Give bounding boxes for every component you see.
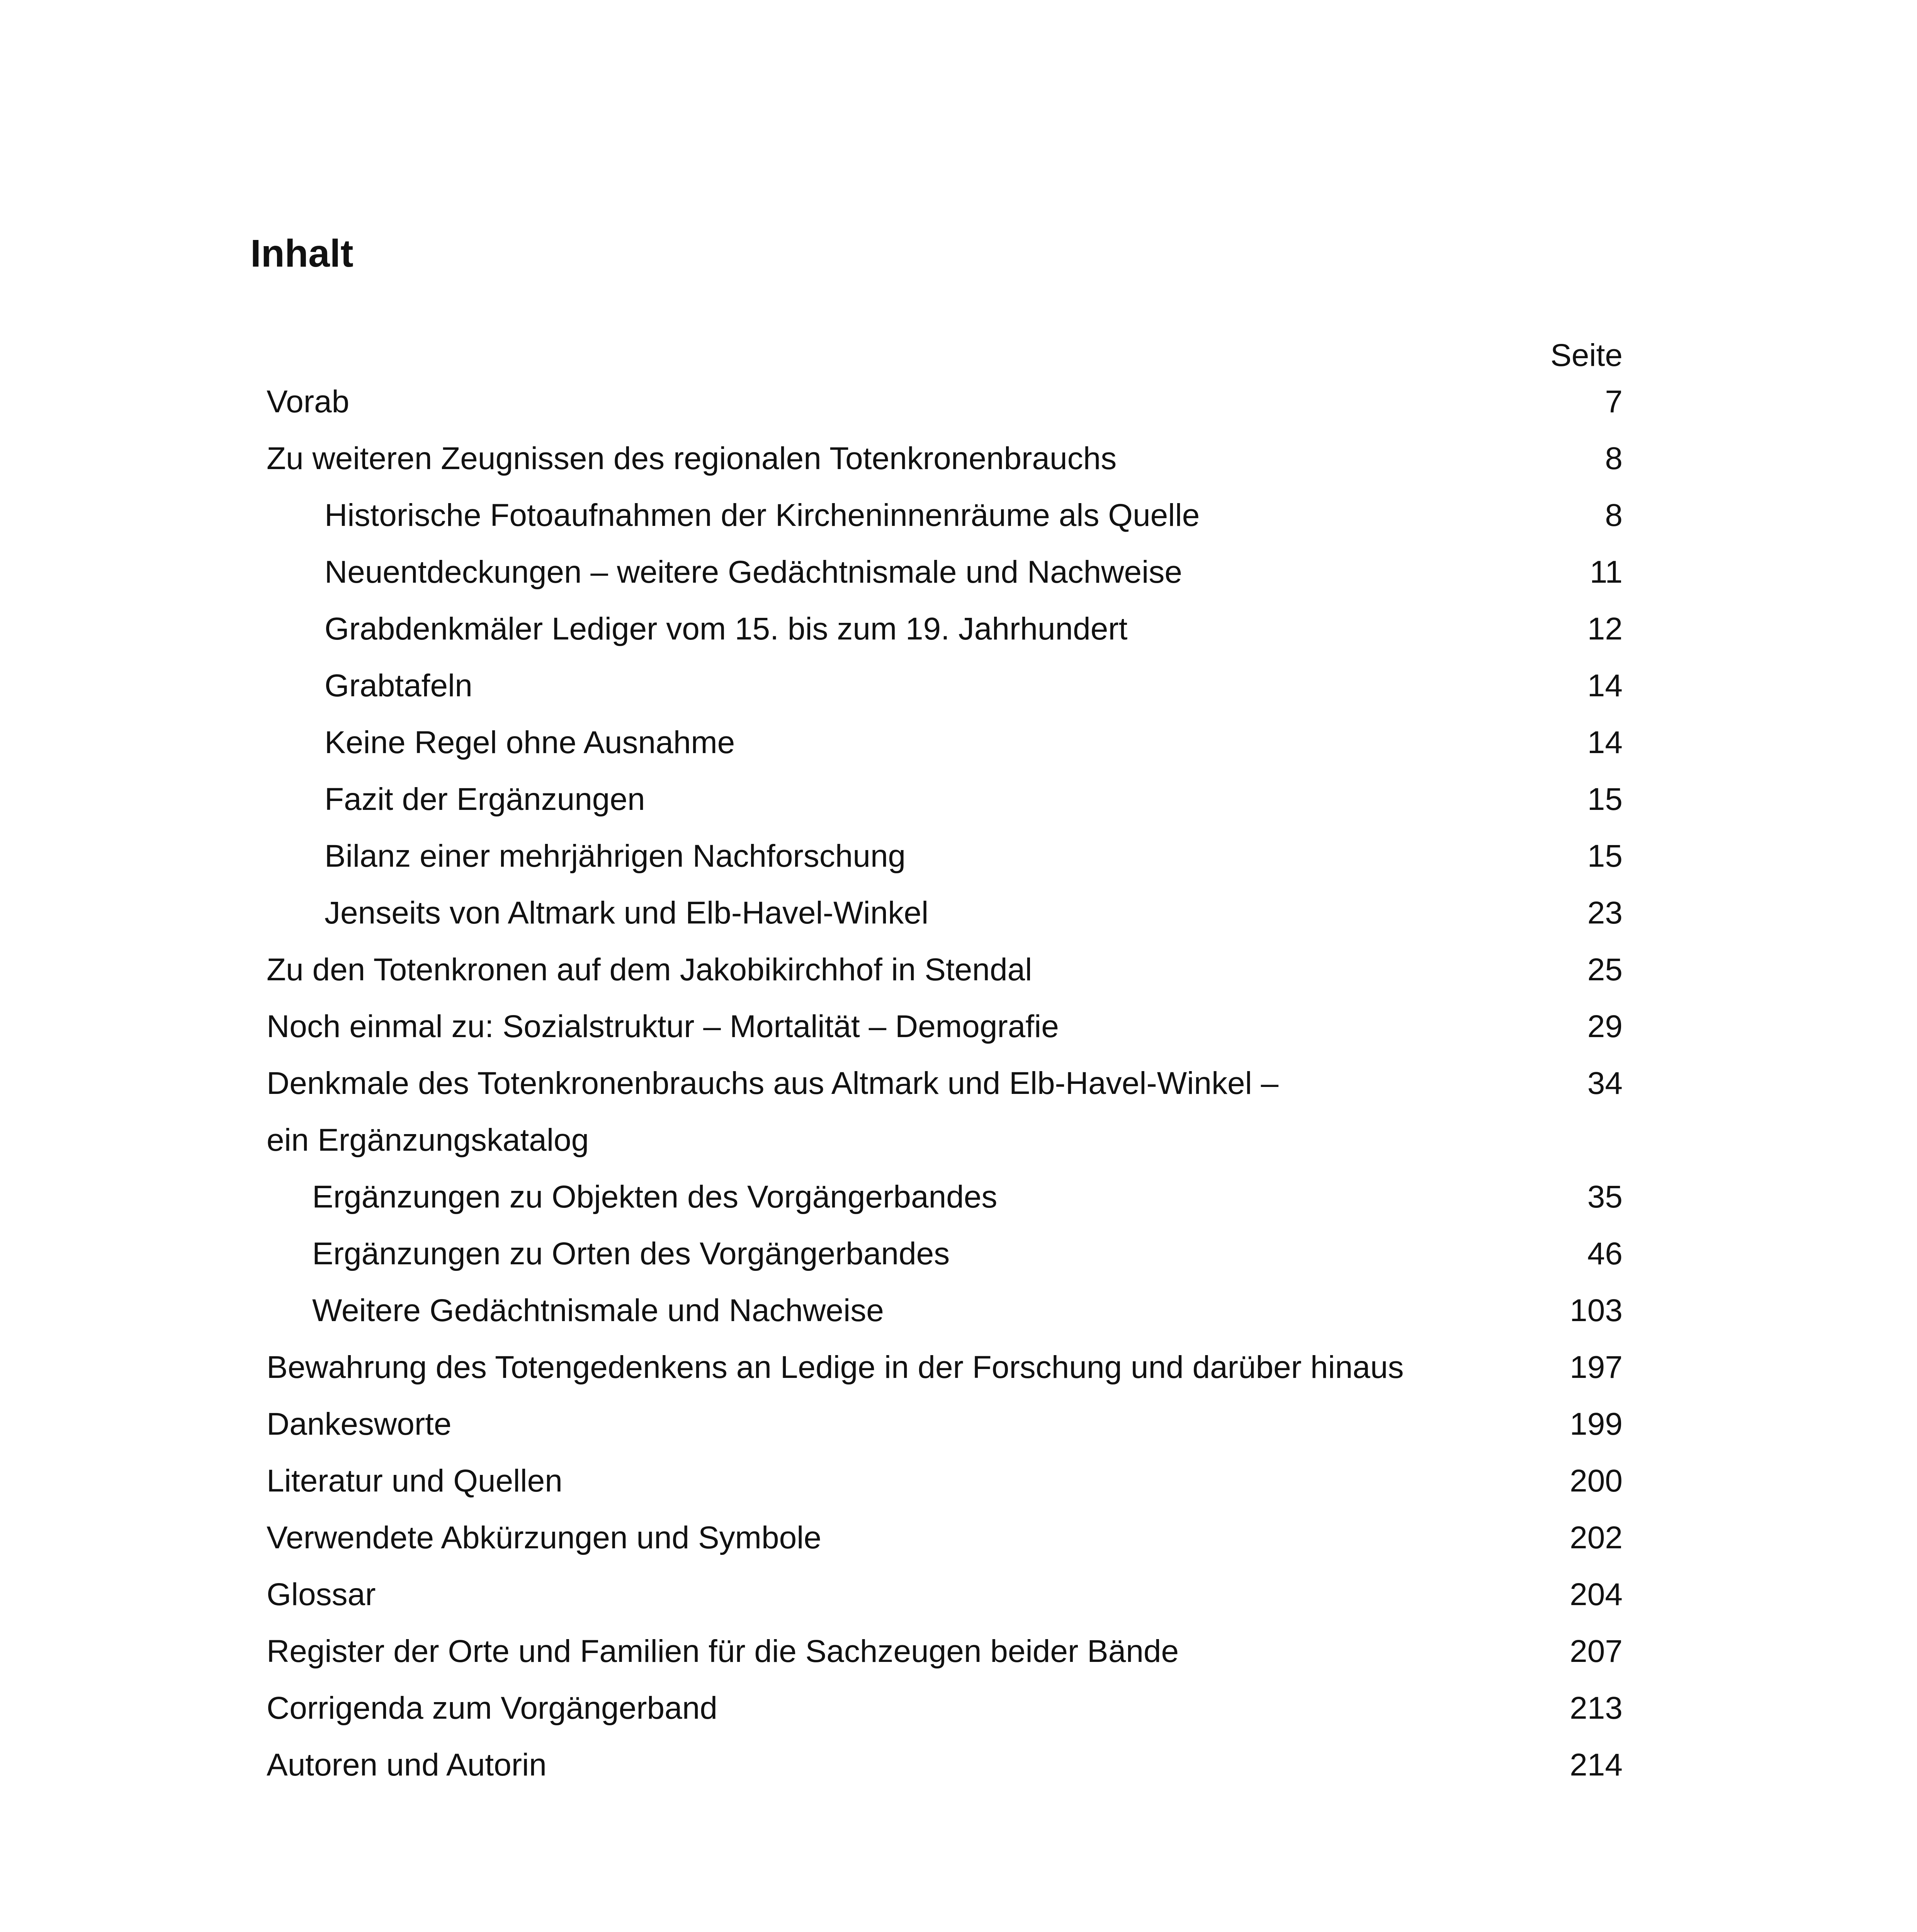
toc-entry-page: 199 [1570, 1406, 1623, 1442]
toc-entry-title: Jenseits von Altmark und Elb-Havel-Winkel [325, 895, 929, 930]
toc-entry-page: 14 [1587, 725, 1623, 760]
toc-entry-title: Neuentdeckungen – weitere Gedächtnismale und Nachweise [325, 554, 1182, 590]
toc-entry [267, 439, 1623, 496]
toc-entry [267, 780, 1623, 837]
toc-entry [267, 667, 1623, 723]
toc-entry-page: 7 [1605, 384, 1623, 419]
toc-entry [267, 1746, 1623, 1803]
toc-entry [267, 383, 1623, 439]
toc-entry-page: 200 [1570, 1463, 1623, 1498]
toc-entry-page: 197 [1570, 1350, 1623, 1385]
toc-entry [267, 1632, 1623, 1689]
toc-entry [267, 1007, 1623, 1064]
toc-entry [267, 496, 1623, 553]
toc-entry [267, 1121, 1623, 1178]
toc-entry-page: 213 [1570, 1690, 1623, 1726]
toc-entries [267, 383, 1623, 1803]
toc-entry-page: 204 [1570, 1577, 1623, 1612]
toc-entry-title: Vorab [267, 384, 350, 419]
toc-entry-title: Bilanz einer mehrjährigen Nachforschung [325, 838, 906, 874]
toc-entry [267, 1178, 1623, 1235]
toc-entry [267, 553, 1623, 610]
toc-entry [267, 1405, 1623, 1462]
toc-entry-page: 35 [1587, 1179, 1623, 1214]
toc-entry-page: 34 [1587, 1066, 1623, 1101]
toc-entry-page: 46 [1587, 1236, 1623, 1271]
toc-entry [267, 951, 1623, 1007]
toc-entry [267, 1689, 1623, 1746]
toc-entry-page: 29 [1587, 1009, 1623, 1044]
toc-entry [267, 1462, 1623, 1519]
toc-entry-title: Ergänzungen zu Objekten des Vorgängerbandes [312, 1179, 998, 1214]
toc-entry-page: 8 [1605, 498, 1623, 533]
toc-entry-title: Register der Orte und Familien für die Sachzeugen beider Bände [267, 1634, 1179, 1669]
toc-entry-title: Grabdenkmäler Lediger vom 15. bis zum 19. Jahrhundert [325, 611, 1128, 646]
toc-entry-title: Fazit der Ergänzungen [325, 782, 645, 817]
toc-entry-page: 23 [1587, 895, 1623, 930]
toc-entry [267, 1235, 1623, 1291]
toc-entry-title: Ergänzungen zu Orten des Vorgängerbandes [312, 1236, 950, 1271]
table-of-contents [267, 336, 1623, 1803]
toc-entry-page: 8 [1605, 441, 1623, 476]
toc-entry-title: ein Ergänzungskatalog [267, 1122, 589, 1158]
toc-entry-page: 11 [1589, 554, 1623, 590]
toc-entry-title: Weitere Gedächtnismale und Nachweise [312, 1293, 884, 1328]
toc-entry-page: 202 [1570, 1520, 1623, 1555]
toc-entry-title: Glossar [267, 1577, 376, 1612]
toc-entry [267, 1519, 1623, 1575]
toc-entry-page: 15 [1587, 782, 1623, 817]
toc-entry-page: 14 [1587, 668, 1623, 703]
toc-entry-title: Corrigenda zum Vorgängerband [267, 1690, 717, 1726]
page-title: Inhalt [250, 232, 353, 275]
toc-entry-page: 25 [1587, 952, 1623, 987]
toc-entry [267, 723, 1623, 780]
toc-entry-page: 12 [1587, 611, 1623, 646]
toc-entry-title: Autoren und Autorin [267, 1747, 547, 1782]
toc-entry-page: 103 [1570, 1293, 1623, 1328]
toc-entry-title: Dankesworte [267, 1406, 452, 1442]
toc-entry-title: Grabtafeln [325, 668, 472, 703]
toc-entry-title: Historische Fotoaufnahmen der Kircheninnenräume als Quelle [325, 498, 1200, 533]
toc-entry-title: Denkmale des Totenkronenbrauchs aus Altmark und Elb-Havel-Winkel – [267, 1066, 1279, 1101]
toc-entry [267, 1064, 1623, 1121]
toc-entry [267, 1575, 1623, 1632]
toc-entry-title: Zu den Totenkronen auf dem Jakobikirchhof in Stendal [267, 952, 1032, 987]
toc-entry [267, 894, 1623, 951]
toc-entry-page: 207 [1570, 1634, 1623, 1669]
toc-entry [267, 837, 1623, 894]
toc-entry-title: Zu weiteren Zeugnissen des regionalen Totenkronenbrauchs [267, 441, 1117, 476]
toc-entry [267, 610, 1623, 667]
toc-entry-title: Bewahrung des Totengedenkens an Ledige in der Forschung und darüber hinaus [267, 1350, 1404, 1385]
toc-entry-title: Literatur und Quellen [267, 1463, 563, 1498]
toc-entry [267, 1348, 1623, 1405]
toc-entry [267, 1291, 1623, 1348]
toc-entry-title: Noch einmal zu: Sozialstruktur – Mortalität – Demografie [267, 1009, 1059, 1044]
toc-entry-page: 15 [1587, 838, 1623, 874]
toc-entry-page: 214 [1570, 1747, 1623, 1782]
page-column-label: Seite [1550, 338, 1623, 373]
toc-entry-title: Verwendete Abkürzungen und Symbole [267, 1520, 822, 1555]
toc-entry-title: Keine Regel ohne Ausnahme [325, 725, 735, 760]
